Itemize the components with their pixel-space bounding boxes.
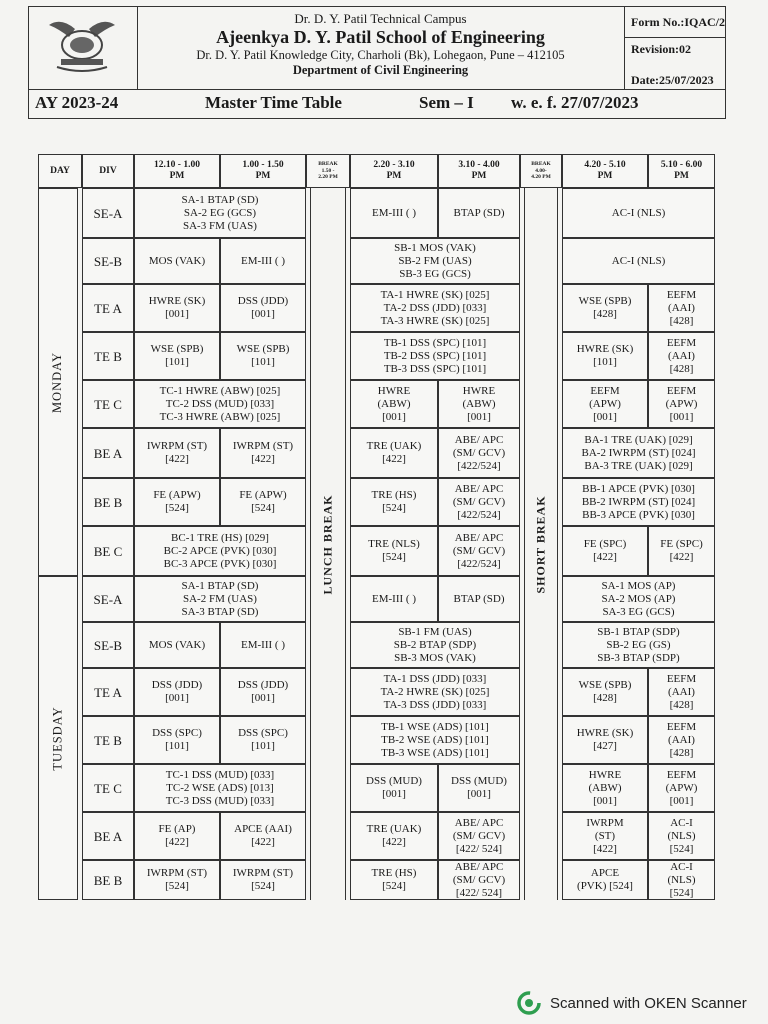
session-cell: EEFM (AAI) [428]	[648, 716, 715, 764]
college-crest-icon	[39, 15, 125, 75]
session-cell: AC-I (NLS) [524]	[648, 812, 715, 860]
revision-number: Revision:02	[631, 42, 691, 56]
session-cell: AC-I (NLS) [524]	[648, 860, 715, 900]
session-cell: SA-1 MOS (AP) SA-2 MOS (AP) SA-3 EG (GCS)	[562, 576, 715, 622]
session-cell: TA-1 DSS (JDD) [033] TA-2 HWRE (SK) [025] TA-3 DSS (JDD) [033]	[350, 668, 520, 716]
session-cell: TRE (UAK) [422]	[350, 812, 438, 860]
session-cell: ABE/ APC (SM/ GCV) [422/ 524]	[438, 812, 520, 860]
session-cell: WSE (SPB) [428]	[562, 668, 648, 716]
session-cell: EEFM (AAI) [428]	[648, 332, 715, 380]
division-cell: TE C	[82, 380, 134, 428]
session-cell: TB-1 DSS (SPC) [101] TB-2 DSS (SPC) [101] TB-3 DSS (SPC) [101]	[350, 332, 520, 380]
session-cell: FE (AP) [422]	[134, 812, 220, 860]
college-name: Ajeenkya D. Y. Patil School of Engineering	[216, 27, 545, 47]
session-cell: HWRE (SK) [001]	[134, 284, 220, 332]
session-cell: WSE (SPB) [101]	[220, 332, 306, 380]
document-header	[28, 6, 726, 90]
session-cell: HWRE (ABW) [001]	[562, 764, 648, 812]
session-cell: ABE/ APC (SM/ GCV) [422/ 524]	[438, 860, 520, 900]
session-cell: TRE (UAK) [422]	[350, 428, 438, 478]
session-cell: IWRPM (ST) [422]	[134, 428, 220, 478]
session-cell: EEFM (APW) [001]	[648, 764, 715, 812]
division-cell: BE B	[82, 860, 134, 900]
short-break-column	[524, 188, 558, 900]
session-cell: DSS (JDD) [001]	[134, 668, 220, 716]
day-tuesday	[38, 576, 78, 900]
session-cell: MOS (VAK)	[134, 238, 220, 284]
session-cell: TC-1 DSS (MUD) [033] TC-2 WSE (ADS) [013] TC-3 DSS (MUD) [033]	[134, 764, 306, 812]
session-cell: APCE (PVK) [524]	[562, 860, 648, 900]
semester: Sem – I	[419, 93, 474, 112]
session-cell: BA-1 TRE (UAK) [029] BA-2 IWRPM (ST) [024] BA-3 TRE (UAK) [029]	[562, 428, 715, 478]
session-cell: DSS (JDD) [001]	[220, 668, 306, 716]
session-cell: EM-III ( )	[350, 188, 438, 238]
short-break-label: SHORT BREAK	[533, 494, 548, 594]
session-cell: BTAP (SD)	[438, 188, 520, 238]
division-cell: SE-B	[82, 238, 134, 284]
session-cell: IWRPM (ST) [422]	[220, 428, 306, 478]
session-cell: EEFM (AAI) [428]	[648, 284, 715, 332]
header-slot-4: 3.10 - 4.00 PM	[438, 154, 520, 188]
day-label-tuesday: TUESDAY	[50, 705, 65, 771]
scanner-logo-icon	[516, 990, 542, 1016]
session-cell: FE (APW) [524]	[220, 478, 306, 526]
division-cell: SE-A	[82, 188, 134, 238]
session-cell: TC-1 HWRE (ABW) [025] TC-2 DSS (MUD) [033] TC-3 HWRE (ABW) [025]	[134, 380, 306, 428]
effective-date: w. e. f. 27/07/2023	[511, 93, 639, 112]
header-day: DAY	[38, 154, 82, 188]
session-cell: EEFM (APW) [001]	[648, 380, 715, 428]
session-cell: ABE/ APC (SM/ GCV) [422/524]	[438, 526, 520, 576]
division-cell: BE C	[82, 526, 134, 576]
session-cell: EEFM (AAI) [428]	[648, 668, 715, 716]
division-cell: BE A	[82, 428, 134, 478]
session-cell: SB-1 MOS (VAK) SB-2 FM (UAS) SB-3 EG (GCS)	[350, 238, 520, 284]
lunch-break-column	[310, 188, 346, 900]
title-bar	[28, 89, 726, 119]
session-cell: AC-I (NLS)	[562, 188, 715, 238]
day-monday	[38, 188, 78, 576]
header-slot-6: 5.10 - 6.00 PM	[648, 154, 715, 188]
division-cell: TE B	[82, 716, 134, 764]
session-cell: HWRE (SK) [101]	[562, 332, 648, 380]
header-lunch-break: BREAK 1.50 - 2.20 PM	[306, 154, 350, 188]
session-cell: DSS (SPC) [101]	[220, 716, 306, 764]
day-label-monday: MONDAY	[50, 351, 65, 413]
session-cell: HWRE (SK) [427]	[562, 716, 648, 764]
session-cell: FE (SPC) [422]	[562, 526, 648, 576]
session-cell: TB-1 WSE (ADS) [101] TB-2 WSE (ADS) [101] TB-3 WSE (ADS) [101]	[350, 716, 520, 764]
session-cell: WSE (SPB) [428]	[562, 284, 648, 332]
session-cell: ABE/ APC (SM/ GCV) [422/524]	[438, 478, 520, 526]
division-cell: SE-A	[82, 576, 134, 622]
scanner-label: Scanned with OKEN Scanner	[550, 994, 747, 1012]
lunch-break-label: LUNCH BREAK	[320, 493, 335, 595]
division-cell: TE B	[82, 332, 134, 380]
session-cell: IWRPM (ST) [524]	[134, 860, 220, 900]
session-cell: IWRPM (ST) [524]	[220, 860, 306, 900]
session-cell: BTAP (SD)	[438, 576, 520, 622]
session-cell: DSS (MUD) [001]	[438, 764, 520, 812]
session-cell: FE (SPC) [422]	[648, 526, 715, 576]
scanner-watermark	[516, 990, 747, 1016]
session-cell: TRE (NLS) [524]	[350, 526, 438, 576]
session-cell: HWRE (ABW) [001]	[350, 380, 438, 428]
session-cell: EM-III ( )	[220, 622, 306, 668]
session-cell: SA-1 BTAP (SD) SA-2 FM (UAS) SA-3 BTAP (SD)	[134, 576, 306, 622]
timetable-grid	[38, 154, 715, 910]
header-slot-5: 4.20 - 5.10 PM	[562, 154, 648, 188]
session-cell: BC-1 TRE (HS) [029] BC-2 APCE (PVK) [030] BC-3 APCE (PVK) [030]	[134, 526, 306, 576]
session-cell: EEFM (APW) [001]	[562, 380, 648, 428]
session-cell: DSS (MUD) [001]	[350, 764, 438, 812]
academic-year: AY 2023-24	[35, 93, 119, 112]
session-cell: AC-I (NLS)	[562, 238, 715, 284]
session-cell: FE (APW) [524]	[134, 478, 220, 526]
session-cell: HWRE (ABW) [001]	[438, 380, 520, 428]
session-cell: WSE (SPB) [101]	[134, 332, 220, 380]
document-date: Date:25/07/2023	[631, 73, 714, 87]
session-cell: TRE (HS) [524]	[350, 478, 438, 526]
session-cell: TRE (HS) [524]	[350, 860, 438, 900]
department-name: Department of Civil Engineering	[292, 63, 469, 77]
session-cell: DSS (JDD) [001]	[220, 284, 306, 332]
session-cell: IWRPM (ST) [422]	[562, 812, 648, 860]
division-cell: SE-B	[82, 622, 134, 668]
session-cell: EM-III ( )	[350, 576, 438, 622]
session-cell: SA-1 BTAP (SD) SA-2 EG (GCS) SA-3 FM (UAS)	[134, 188, 306, 238]
header-slot-3: 2.20 - 3.10 PM	[350, 154, 438, 188]
form-number: Form No.:IQAC/2	[625, 7, 726, 38]
session-cell: SB-1 FM (UAS) SB-2 BTAP (SDP) SB-3 MOS (VAK)	[350, 622, 520, 668]
session-cell: TA-1 HWRE (SK) [025] TA-2 DSS (JDD) [033] TA-3 HWRE (SK) [025]	[350, 284, 520, 332]
division-cell: TE A	[82, 668, 134, 716]
division-cell: TE C	[82, 764, 134, 812]
header-short-break: BREAK 4.00- 4.20 PM	[520, 154, 562, 188]
header-slot-1: 12.10 - 1.00 PM	[134, 154, 220, 188]
session-cell: EM-III ( )	[220, 238, 306, 284]
campus-name: Dr. D. Y. Patil Technical Campus	[294, 11, 467, 26]
header-slot-2: 1.00 - 1.50 PM	[220, 154, 306, 188]
college-logo	[29, 7, 138, 89]
header-div: DIV	[82, 154, 134, 188]
session-cell: BB-1 APCE (PVK) [030] BB-2 IWRPM (ST) [024] BB-3 APCE (PVK) [030]	[562, 478, 715, 526]
division-cell: TE A	[82, 284, 134, 332]
page-title: Master Time Table	[205, 93, 342, 112]
division-cell: BE A	[82, 812, 134, 860]
session-cell: SB-1 BTAP (SDP) SB-2 EG (GS) SB-3 BTAP (SDP)	[562, 622, 715, 668]
session-cell: MOS (VAK)	[134, 622, 220, 668]
division-cell: BE B	[82, 478, 134, 526]
session-cell: ABE/ APC (SM/ GCV) [422/524]	[438, 428, 520, 478]
session-cell: DSS (SPC) [101]	[134, 716, 220, 764]
college-address: Dr. D. Y. Patil Knowledge City, Charholi (Bk), Lohegaon, Pune – 412105	[196, 48, 565, 62]
session-cell: APCE (AAI) [422]	[220, 812, 306, 860]
